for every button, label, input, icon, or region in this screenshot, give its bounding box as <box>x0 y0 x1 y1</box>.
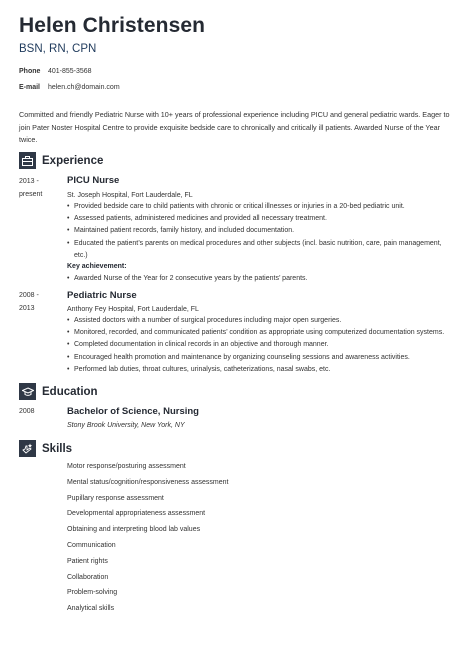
list-item: • Educated the patient’s parents on medical procedures and other subjects (incl. basic nutrition, care, pain management, etc.) <box>67 238 457 262</box>
candidate-name: Helen Christensen <box>19 14 206 37</box>
phone-label: Phone <box>19 68 41 75</box>
list-item: • Monitored, recorded, and communicated patients’ condition as appropriate using computerized documentation systems. <box>67 327 457 339</box>
education-section-header <box>19 383 98 400</box>
key-achievement-label: Key achievement: <box>67 263 127 270</box>
job-title: Pediatric Nurse <box>67 290 137 301</box>
phone-row <box>19 68 92 75</box>
job-employer: Anthony Fey Hospital, Fort Lauderdale, FL <box>67 306 199 313</box>
list-item: • Completed documentation in clinical records in an objective and thorough manner. <box>67 339 457 351</box>
list-item: • Encouraged health promotion and maintenance by organizing counseling sessions and awareness activities. <box>67 352 457 364</box>
skills-heading: Skills <box>42 442 73 455</box>
degree-title: Bachelor of Science, Nursing <box>67 406 199 417</box>
briefcase-icon <box>19 152 36 169</box>
skills-list <box>67 461 228 619</box>
list-item: Problem-solving <box>67 589 118 597</box>
experience-section-header <box>19 152 103 169</box>
education-date: 2008 <box>19 408 35 415</box>
graduation-cap-icon <box>19 383 36 400</box>
job-date-end: present <box>19 190 43 198</box>
list-item: Patient rights <box>67 557 108 565</box>
job-date <box>19 290 39 315</box>
phone-value: 401-855-3568 <box>47 68 92 75</box>
job-duties-list <box>67 315 457 376</box>
hand-star-icon <box>19 440 36 457</box>
key-achievement-list <box>67 273 457 285</box>
list-item: Motor response/posturing assessment <box>67 463 186 470</box>
school-name: Stony Brook University, New York, NY <box>67 422 185 429</box>
list-item: Mental status/cognition/responsiveness assessment <box>67 478 229 486</box>
list-item: Obtaining and interpreting blood lab values <box>67 526 201 534</box>
list-item: Collaboration <box>67 573 109 581</box>
education-heading: Education <box>42 385 98 398</box>
job-employer: St. Joseph Hospital, Fort Lauderdale, FL <box>67 192 193 199</box>
list-item: • Provided bedside care to child patients with chronic or critical illnesses or injuries in a 20-bed pediatric unit. <box>67 201 457 213</box>
job-date <box>19 176 42 201</box>
candidate-credentials: BSN, RN, CPN <box>19 43 97 55</box>
profile-summary: Committed and friendly Pediatric Nurse with 10+ years of professional experience including PICU and general pediatric wards. Eager to join Pater Noster Hospital Centre to provide exquisite bedside care to chronically and critically ill patients. Awarded Nurse of the Year twice. <box>19 110 450 144</box>
job-date-start: 2013 - <box>19 178 39 185</box>
job-duties-list <box>67 201 457 262</box>
list-item: Analytical skills <box>67 605 115 613</box>
list-item: • Awarded Nurse of the Year for 2 consecutive years by the patients’ parents. <box>67 273 457 285</box>
list-item: Pupillary response assessment <box>67 494 164 502</box>
list-item: • Performed lab duties, throat cultures, urinalysis, catheterizations, nasal swabs, etc. <box>67 364 457 376</box>
list-item: Communication <box>67 541 116 549</box>
list-item: • Assessed patients, administered medicines and provided all necessary treatment. <box>67 213 457 225</box>
experience-heading: Experience <box>42 154 104 167</box>
job-date-end: 2013 <box>19 304 35 312</box>
email-value[interactable]: helen.ch@domain.com <box>47 84 120 91</box>
list-item: • Maintained patient records, family history, and included documentation. <box>67 225 457 237</box>
email-label: E-mail <box>19 84 41 91</box>
job-date-start: 2008 - <box>19 292 39 299</box>
job-title: PICU Nurse <box>67 175 120 186</box>
skills-section-header <box>19 440 72 457</box>
email-row <box>19 84 120 91</box>
list-item: Developmental appropriateness assessment <box>67 510 206 518</box>
list-item: • Assisted doctors with a number of surgical procedures including major open surgeries. <box>67 315 457 327</box>
